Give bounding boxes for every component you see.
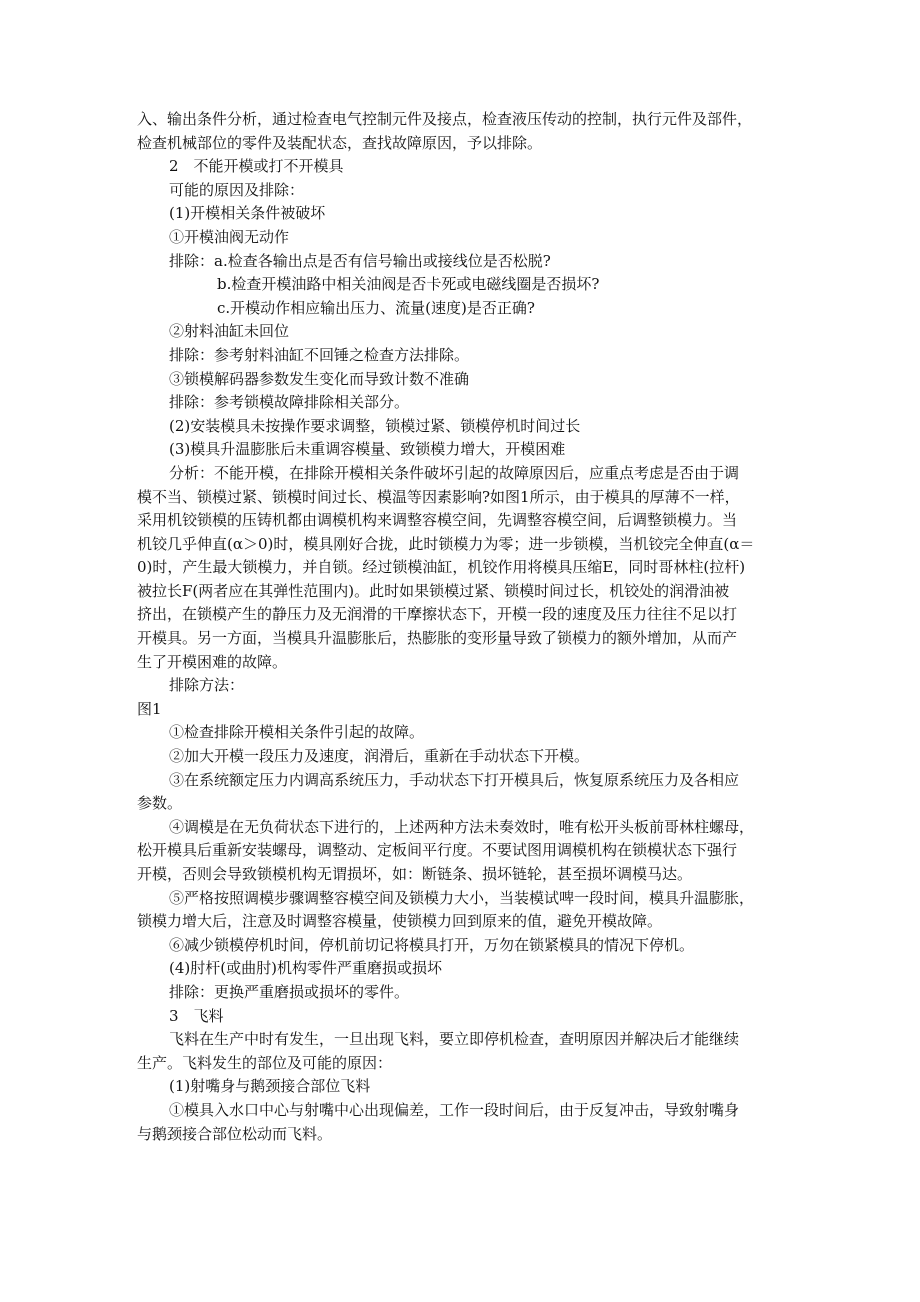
text-line: 入、输出条件分析，通过检查电气控制元件及接点，检查液压传动的控制，执行元件及部件， xyxy=(137,110,753,128)
text-line: (2)安装模具未按操作要求调整，锁模过紧、锁模停机时间过长 xyxy=(169,416,581,435)
text-line: 参数。 xyxy=(137,794,183,813)
text-line: 被拉长F(两者应在其弹性范围内)。此时如果锁模过紧、锁模时间过长，机铰处的润滑油被 xyxy=(137,581,730,600)
text-line: 锁模力增大后，注意及时调整容模量，使锁模力回到原来的值，避免开模故障。 xyxy=(137,912,663,931)
text-line: 飞料在生产中时有发生，一旦出现飞料，要立即停机检查，查明原因并解决后才能继续 xyxy=(169,1030,740,1049)
text-line: ⑤严格按照调模步骤调整容模空间及锁模力大小，当装模试啤一段时间，模具升温膨胀， xyxy=(169,888,755,907)
text-line: (1)射嘴身与鹅颈接合部位飞料 xyxy=(169,1077,371,1096)
text-line: 模不当、锁模过紧、锁模时间过长、模温等因素影响?如图1所示，由于模具的厚薄不一样， xyxy=(137,487,740,506)
text-line: (1)开模相关条件被破坏 xyxy=(169,204,326,223)
text-line: 排除：更换严重磨损或损坏的零件。 xyxy=(169,982,410,1001)
text-line: 检查机械部位的零件及装配状态，查找故障原因，予以排除。 xyxy=(137,133,543,152)
text-line: 3 飞料 xyxy=(169,1006,224,1025)
text-line: 排除：a.检查各输出点是否有信号输出或接线位是否松脱? xyxy=(169,251,551,270)
text-line: 松开模具后重新安装螺母，调整动、定板间平行度。不要试图用调模机构在锁模状态下强行 xyxy=(137,841,738,860)
text-line: c.开模动作相应输出压力、流量(速度)是否正确? xyxy=(217,298,535,317)
text-line: 排除方法： xyxy=(169,676,245,695)
text-line: ②射料油缸未回位 xyxy=(169,322,290,341)
text-line: 生了开模困难的故障。 xyxy=(137,652,288,671)
text-line: b.检查开模油路中相关油阀是否卡死或电磁线圈是否损坏? xyxy=(217,275,600,294)
text-line: ④调模是在无负荷状态下进行的，上述两种方法未奏效时，唯有松开头板前哥林柱螺母， xyxy=(169,817,755,836)
text-line: 排除：参考射料油缸不回锤之检查方法排除。 xyxy=(169,345,470,364)
text-line: ②加大开模一段压力及速度，润滑后，重新在手动状态下开模。 xyxy=(169,747,590,766)
text-line: ⑥减少锁模停机时间，停机前切记将模具打开，万勿在锁紧模具的情况下停机。 xyxy=(169,935,695,954)
text-line: ①检查排除开模相关条件引起的故障。 xyxy=(169,723,425,742)
text-line: 挤出，在锁模产生的静压力及无润滑的干摩擦状态下，开模一段的速度及压力往往不足以打 xyxy=(137,605,738,624)
text-line: 开模，否则会导致锁模机构无谓损坏，如：断链条、损坏链轮，甚至损坏调模马达。 xyxy=(137,865,693,883)
text-line: ③在系统额定压力内调高系统压力，手动状态下打开模具后，恢复原系统压力及各相应 xyxy=(169,770,740,789)
text-line: 机铰几乎伸直(α＞0)时，模具刚好合拢，此时锁模力为零；进一步锁模，当机铰完全伸直(α＝ xyxy=(137,534,755,553)
text-line: ③锁模解码器参数发生变化而导致计数不准确 xyxy=(169,369,470,388)
text-line: (4)肘杆(或曲肘)机构零件严重磨损或损坏 xyxy=(169,959,442,978)
text-line: 0)时，产生最大锁模力，并自锁。经过锁模油缸，机铰作用将模具压缩E，同时哥林柱(拉杆) xyxy=(137,558,746,577)
text-line: 排除：参考锁模故障排除相关部分。 xyxy=(169,393,410,412)
text-line: 生产。飞料发生的部位及可能的原因： xyxy=(137,1053,393,1072)
text-line: 分析：不能开模，在排除开模相关条件破坏引起的故障原因后，应重点考虑是否由于调 xyxy=(169,463,740,482)
text-line: (3)模具升温膨胀后未重调容模量、致锁模力增大，开模困难 xyxy=(169,440,566,459)
text-line: ①模具入水口中心与射嘴中心出现偏差，工作一段时间后，由于反复冲击，导致射嘴身 xyxy=(169,1100,740,1119)
document-body xyxy=(137,108,785,1146)
text-line: 开模具。另一方面，当模具升温膨胀后，热膨胀的变形量导致了锁模力的额外增加，从而产 xyxy=(137,629,738,648)
text-line: 与鹅颈接合部位松动而飞料。 xyxy=(137,1124,333,1143)
text-line: ①开模油阀无动作 xyxy=(169,227,290,246)
text-line: 可能的原因及排除： xyxy=(169,180,305,199)
text-line: 2 不能开模或打不开模具 xyxy=(169,157,344,176)
text-line: 采用机铰锁模的压铸机都由调模机构来调整容模空间，先调整容模空间，后调整锁模力。当 xyxy=(137,511,738,530)
text-line: 图1 xyxy=(137,699,162,718)
